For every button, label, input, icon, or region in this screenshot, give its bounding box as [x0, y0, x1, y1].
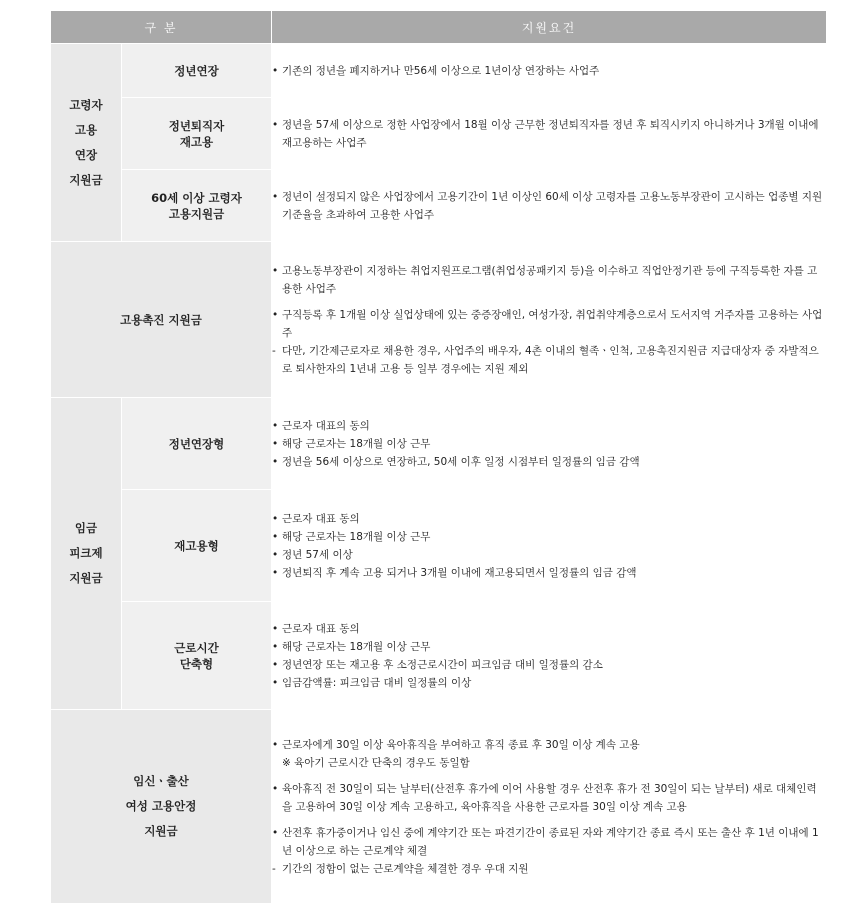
table-row — [51, 490, 827, 602]
requirement-cell — [272, 490, 827, 602]
table-row — [51, 170, 827, 242]
requirement-cell — [272, 602, 827, 710]
requirement-item: • 기존의 정년을 폐지하거나 만56세 이상으로 1년이상 연장하는 사업주 — [272, 64, 600, 77]
requirement-item: • 해당 근로자는 18개월 이상 근무 — [272, 437, 431, 450]
requirement-item: • 육아휴직 전 30일이 되는 날부터(산전후 휴가에 이어 사용할 경우 산전후 휴가 전 30일이 되는 날부터) 새로 대체인력을 고용하여 30일 이상 계속 고용하고, 육아휴직을 사용한 근로자를 30일 이상 계속 고용 — [272, 782, 817, 813]
table-row — [51, 398, 827, 490]
requirement-item: • 근로자 대표 동의 — [272, 622, 360, 635]
category-maternity-employment: 임신ㆍ출산 여성 고용안정 지원금 — [51, 710, 272, 904]
subcategory-rehire-type: 재고용형 — [122, 490, 272, 602]
subcategory-extension-type: 정년연장형 — [122, 398, 272, 490]
requirement-cell — [272, 44, 827, 98]
requirement-note: ※ 육아기 근로시간 단축의 경우도 동일함 — [282, 756, 470, 769]
requirement-item: • 근로자 대표 동의 — [272, 512, 360, 525]
requirement-cell — [272, 710, 827, 904]
category-wage-peak: 임금 피크제 지원금 — [51, 398, 122, 710]
requirement-item: • 정년을 57세 이상으로 정한 사업장에서 18월 이상 근무한 정년퇴직자를 정년 후 퇴직시키지 아니하거나 3개월 이내에 재고용하는 사업주 — [272, 118, 819, 149]
category-employment-promotion: 고용촉진 지원금 — [51, 242, 272, 398]
header-category: 구 분 — [51, 11, 272, 44]
table-row — [51, 98, 827, 170]
requirement-item: • 정년이 설정되지 않은 사업장에서 고용기간이 1년 이상인 60세 이상 고령자를 고용노동부장관이 고시하는 업종별 지원기준율을 초과하여 고용한 사업주 — [272, 190, 823, 221]
requirement-item: • 해당 근로자는 18개월 이상 근무 — [272, 530, 431, 543]
category-elderly-employment: 고령자 고용 연장 지원금 — [51, 44, 122, 242]
requirement-item: • 정년퇴직 후 계속 고용 되거나 3개월 이내에 재고용되면서 일정률의 임금 감액 — [272, 566, 637, 579]
table-row — [51, 602, 827, 710]
requirement-cell — [272, 398, 827, 490]
requirement-exception: - 기간의 정함이 없는 근로계약을 체결한 경우 우대 지원 — [272, 862, 529, 875]
requirement-item: • 고용노동부장관이 지정하는 취업지원프로그램(취업성공패키지 등)을 이수하고 직업안정기관 등에 구직등록한 자를 고용한 사업주 — [272, 264, 818, 295]
requirement-item: • 임금감액률: 피크임금 대비 일정률의 이상 — [272, 676, 472, 689]
requirement-item: • 구직등록 후 1개월 이상 실업상태에 있는 중증장애인, 여성가장, 취업취약계층으로서 도서지역 거주자를 고용하는 사업주 — [272, 308, 823, 339]
requirement-item: • 산전후 휴가중이거나 임신 중에 계약기간 또는 파견기간이 종료된 자와 계약기간 종료 즉시 또는 출산 후 1년 이내에 1년 이상으로 하는 근로계약 체결 — [272, 826, 819, 857]
requirement-item: • 정년연장 또는 재고용 후 소정근로시간이 피크임금 대비 일정률의 감소 — [272, 658, 603, 671]
header-requirements: 지원요건 — [272, 11, 827, 44]
subcategory-retiree-rehire: 정년퇴직자 재고용 — [122, 98, 272, 170]
table-row — [51, 44, 827, 98]
requirement-item: • 근로자에게 30일 이상 육아휴직을 부여하고 휴직 종료 후 30일 이상 계속 고용 — [272, 738, 640, 751]
requirement-item: • 정년 57세 이상 — [272, 548, 353, 561]
table-row — [51, 710, 827, 904]
requirement-item: • 해당 근로자는 18개월 이상 근무 — [272, 640, 431, 653]
table-header-row — [51, 11, 827, 44]
support-requirements-table — [50, 10, 827, 904]
requirement-item: • 정년을 56세 이상으로 연장하고, 50세 이후 일정 시점부터 일정률의 임금 감액 — [272, 455, 640, 468]
requirement-cell — [272, 242, 827, 398]
requirement-item: • 근로자 대표의 동의 — [272, 419, 370, 432]
requirement-exception: - 다만, 기간제근로자로 채용한 경우, 사업주의 배우자, 4촌 이내의 혈족ㆍ인척, 고용촉진지원금 지급대상자 중 자발적으로 퇴사한자의 1년내 고용 등 일부 경우에는 지원 제외 — [272, 344, 819, 375]
table-row — [51, 242, 827, 398]
subcategory-retirement-extension: 정년연장 — [122, 44, 272, 98]
requirement-cell — [272, 98, 827, 170]
requirement-cell — [272, 170, 827, 242]
subcategory-over60-employment: 60세 이상 고령자 고용지원금 — [122, 170, 272, 242]
subcategory-reduced-hours-type: 근로시간 단축형 — [122, 602, 272, 710]
